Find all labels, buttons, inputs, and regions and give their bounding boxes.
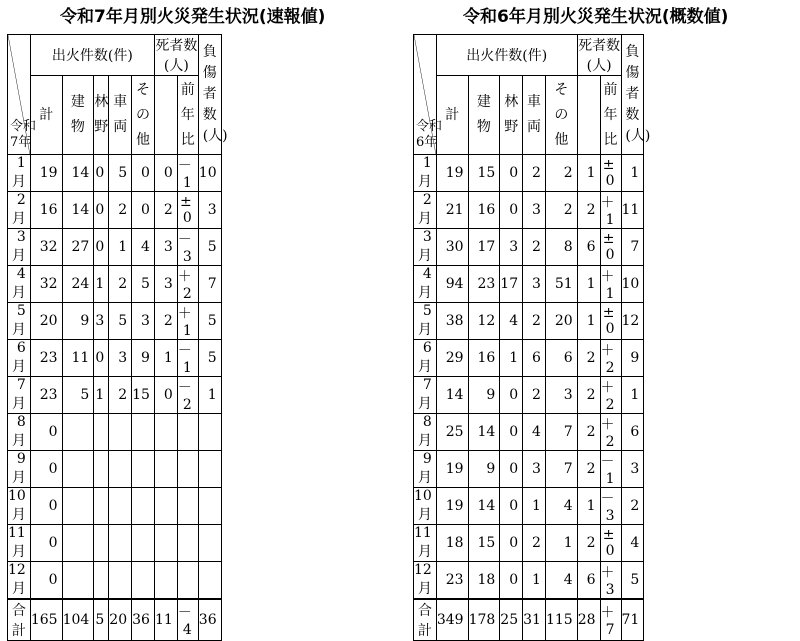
vehicle-cell: 2 [523,525,546,562]
forest-cell: 25 [500,599,523,641]
month-cell: 1月 [8,155,31,192]
injured-cell: 1 [621,155,644,192]
total-cell: 18 [436,525,468,562]
vehicle-cell: 3 [523,266,546,303]
other-cell: 15 [132,377,155,414]
table-row [414,377,644,414]
table-row [8,414,222,451]
other-cell: 6 [545,340,577,377]
corner-cell [414,35,443,155]
forest-cell: 0 [500,192,523,229]
table-body [414,155,644,641]
injured-cell: 1 [198,377,221,414]
total-cell: 19 [30,155,62,192]
deaths-cell: 1 [577,488,600,525]
table-row [414,303,644,340]
prev-year-diff-cell: ＋ 1 [177,303,198,340]
other-cell: 2 [545,155,577,192]
injured-cell: 7 [198,266,221,303]
forest-cell: 0 [500,488,523,525]
forest-cell: 0 [500,562,523,600]
injured-header: 負傷者数(人) [198,35,221,155]
table-row [8,451,222,488]
other-cell: 1 [545,525,577,562]
deaths-cell: 28 [577,599,600,641]
month-cell: 10月 [414,488,437,525]
forest-cell [94,488,109,525]
forest-cell: 0 [94,192,109,229]
total-cell: 0 [30,525,62,562]
vehicle-cell: 3 [109,340,132,377]
prev-year-diff-cell: － 1 [600,451,621,488]
deaths-cell: 6 [577,229,600,266]
table-row [8,303,222,340]
injured-cell: 11 [621,192,644,229]
vehicle-cell: 1 [523,562,546,600]
deaths-cell: 3 [154,266,177,303]
month-cell: 7月 [8,377,31,414]
forest-cell: 17 [500,266,523,303]
vehicle-cell: 4 [523,414,546,451]
forest-cell [94,414,109,451]
vehicle-cell: 5 [109,303,132,340]
prev-year-diff-cell: ＋ 3 [600,562,621,600]
other-cell: 4 [545,488,577,525]
panel-title: 令和6年月別火災発生状況(概数値) [463,7,729,27]
vehicle-cell: 2 [109,377,132,414]
month-cell: 3月 [8,229,31,266]
other-cell: 4 [132,229,155,266]
injured-cell: 5 [198,340,221,377]
prev-year-diff-cell: ＋ 2 [177,266,198,303]
vehicle-cell: 3 [523,192,546,229]
deaths-group-header: 死者数(人) [154,35,198,76]
prev-year-diff-cell: ＋ 1 [600,192,621,229]
deaths-cell: 2 [154,192,177,229]
month-cell: 4月 [414,266,437,303]
vehicle-cell: 2 [523,229,546,266]
injured-cell: 2 [621,488,644,525]
month-cell: 8月 [8,414,31,451]
table-row [414,266,644,303]
forest-cell: 1 [500,340,523,377]
other-cell: 36 [132,599,155,641]
deaths-group-header: 死者数(人) [577,35,621,76]
month-cell: 合計 [8,599,31,641]
building-cell: 104 [62,599,94,641]
injured-cell: 1 [621,377,644,414]
table-row [8,340,222,377]
building-header: 建物 [62,76,94,155]
other-cell [132,525,155,562]
prev-year-diff-cell: ± 0 [600,525,621,562]
deaths-cell: 11 [154,599,177,641]
table-row [8,229,222,266]
prev-year-diff-cell [177,525,198,562]
building-cell: 12 [468,303,500,340]
vehicle-cell: 1 [523,488,546,525]
vehicle-cell: 20 [109,599,132,641]
injured-cell: 36 [198,599,221,641]
prev-year-diff-cell: － 4 [177,599,198,641]
building-cell: 15 [468,155,500,192]
month-cell: 2月 [8,192,31,229]
building-cell [62,562,94,600]
building-cell: 16 [468,340,500,377]
other-cell: 7 [545,414,577,451]
injured-cell [198,414,221,451]
month-cell: 合計 [414,599,437,641]
deaths-cell: 2 [577,192,600,229]
forest-cell: 0 [500,377,523,414]
prev-year-diff-cell [177,562,198,600]
forest-cell: 1 [94,266,109,303]
deaths-blank-header [577,76,600,155]
fire-table [7,34,228,641]
total-cell: 25 [436,414,468,451]
other-cell: 2 [545,192,577,229]
deaths-cell: 2 [577,340,600,377]
forest-cell: 4 [500,303,523,340]
month-cell: 9月 [414,451,437,488]
injured-cell: 71 [621,599,644,641]
total-cell: 0 [30,414,62,451]
forest-cell [94,525,109,562]
total-cell: 0 [30,562,62,600]
prev-year-diff-cell [177,488,198,525]
total-cell: 38 [436,303,468,340]
prev-year-diff-cell: ± 0 [600,303,621,340]
vehicle-header: 車両 [523,76,546,155]
deaths-cell [154,562,177,600]
other-cell: 8 [545,229,577,266]
month-cell: 6月 [414,340,437,377]
month-cell: 5月 [414,303,437,340]
month-cell: 9月 [8,451,31,488]
table-body [8,155,222,641]
forest-cell: 5 [94,599,109,641]
month-cell: 8月 [414,414,437,451]
forest-cell: 0 [94,229,109,266]
other-cell: 9 [132,340,155,377]
table-row [8,525,222,562]
deaths-cell: 2 [577,414,600,451]
building-cell [62,451,94,488]
building-cell: 9 [468,377,500,414]
forest-header: 林野 [94,76,109,155]
fires-group-header: 出火件数(件) [30,35,154,76]
vehicle-cell: 2 [523,303,546,340]
building-cell: 27 [62,229,94,266]
month-cell: 12月 [8,562,31,600]
total-cell: 349 [436,599,468,641]
deaths-cell: 1 [577,266,600,303]
prev-year-header: 前年比 [177,76,198,155]
deaths-cell: 1 [577,155,600,192]
building-cell: 9 [62,303,94,340]
table-row [8,488,222,525]
deaths-cell: 2 [577,377,600,414]
total-cell: 21 [436,192,468,229]
deaths-blank-header [154,76,177,155]
forest-header: 林野 [500,76,523,155]
prev-year-diff-cell [177,451,198,488]
injured-header: 負傷者数(人) [621,35,644,155]
injured-cell: 6 [621,414,644,451]
corner-cell [8,35,37,155]
building-cell [62,525,94,562]
month-cell: 10月 [8,488,31,525]
vehicle-cell [109,451,132,488]
table-row [414,340,644,377]
table-row [8,266,222,303]
table-row [414,192,644,229]
other-cell: 3 [545,377,577,414]
forest-cell: 3 [94,303,109,340]
table-row [8,562,222,600]
prev-year-diff-cell: － 1 [177,155,198,192]
deaths-cell: 6 [577,562,600,600]
month-cell: 2月 [414,192,437,229]
total-row [414,599,644,641]
corner-label: 令和7年 [10,119,37,150]
deaths-cell: 3 [154,229,177,266]
panel-title: 令和7年月別火災発生状況(速報値) [60,7,326,27]
prev-year-diff-cell: ± 0 [177,192,198,229]
injured-cell: 3 [621,451,644,488]
other-cell: 5 [132,266,155,303]
building-cell: 14 [468,488,500,525]
total-cell: 14 [436,377,468,414]
prev-year-diff-cell: ＋ 2 [600,377,621,414]
building-cell [62,414,94,451]
injured-cell: 10 [198,155,221,192]
total-cell: 23 [436,562,468,600]
prev-year-diff-cell: － 1 [177,340,198,377]
injured-cell [198,451,221,488]
prev-year-diff-cell: ＋ 1 [600,266,621,303]
forest-cell [94,451,109,488]
injured-cell [198,488,221,525]
month-cell: 11月 [8,525,31,562]
deaths-cell [154,414,177,451]
other-cell [132,488,155,525]
total-cell: 19 [436,451,468,488]
vehicle-cell: 5 [109,155,132,192]
vehicle-cell: 2 [523,377,546,414]
deaths-cell: 2 [154,303,177,340]
deaths-cell [154,488,177,525]
other-cell [132,562,155,600]
deaths-cell: 1 [154,340,177,377]
vehicle-cell: 1 [109,229,132,266]
vehicle-cell: 2 [523,155,546,192]
forest-cell: 0 [94,340,109,377]
forest-cell: 0 [500,451,523,488]
prev-year-diff-cell: ＋ 7 [600,599,621,641]
table-row [414,155,644,192]
forest-cell: 0 [94,155,109,192]
deaths-cell: 0 [154,377,177,414]
building-cell: 5 [62,377,94,414]
prev-year-diff-cell: － 3 [600,488,621,525]
other-cell: 3 [132,303,155,340]
vehicle-header: 車両 [109,76,132,155]
forest-cell [94,562,109,600]
forest-cell: 0 [500,525,523,562]
injured-cell: 5 [621,562,644,600]
vehicle-cell: 2 [109,266,132,303]
prev-year-diff-cell: ＋ 2 [600,414,621,451]
fires-group-header: 出火件数(件) [436,35,577,76]
injured-cell [198,562,221,600]
month-cell: 6月 [8,340,31,377]
other-header: その他 [545,76,577,155]
building-cell: 178 [468,599,500,641]
other-cell: 51 [545,266,577,303]
vehicle-cell: 31 [523,599,546,641]
total-row [8,599,222,641]
prev-year-diff-cell: － 3 [177,229,198,266]
fire-table [413,34,651,641]
injured-cell: 9 [621,340,644,377]
total-header: 計 [436,76,468,155]
table-row [414,488,644,525]
prev-year-diff-cell: － 2 [177,377,198,414]
building-cell: 15 [468,525,500,562]
forest-cell: 0 [500,414,523,451]
month-cell: 7月 [414,377,437,414]
building-header: 建物 [468,76,500,155]
total-header: 計 [30,76,62,155]
month-cell: 5月 [8,303,31,340]
table-row [414,229,644,266]
injured-cell: 5 [198,229,221,266]
month-cell: 11月 [414,525,437,562]
forest-cell: 3 [500,229,523,266]
other-cell: 4 [545,562,577,600]
other-cell [132,451,155,488]
total-cell: 19 [436,155,468,192]
building-cell: 14 [62,192,94,229]
vehicle-cell [109,414,132,451]
prev-year-diff-cell: ± 0 [600,155,621,192]
total-cell: 16 [30,192,62,229]
vehicle-cell [109,488,132,525]
building-cell: 9 [468,451,500,488]
table-row [8,377,222,414]
total-cell: 0 [30,488,62,525]
injured-cell: 4 [621,525,644,562]
table-row [8,155,222,192]
table-row [8,192,222,229]
injured-cell: 12 [621,303,644,340]
vehicle-cell [109,562,132,600]
building-cell: 16 [468,192,500,229]
vehicle-cell: 2 [109,192,132,229]
vehicle-cell: 6 [523,340,546,377]
injured-cell: 7 [621,229,644,266]
prev-year-diff-cell: ± 0 [600,229,621,266]
deaths-cell [154,525,177,562]
building-cell: 24 [62,266,94,303]
total-cell: 0 [30,451,62,488]
total-cell: 32 [30,266,62,303]
other-cell [132,414,155,451]
corner-label: 令和6年 [416,119,443,150]
other-cell: 7 [545,451,577,488]
month-cell: 3月 [414,229,437,266]
other-cell: 115 [545,599,577,641]
building-cell: 14 [468,414,500,451]
building-cell: 23 [468,266,500,303]
deaths-cell: 0 [154,155,177,192]
total-cell: 23 [30,340,62,377]
injured-cell [198,525,221,562]
prev-year-diff-cell: ＋ 2 [600,340,621,377]
total-cell: 32 [30,229,62,266]
other-header: その他 [132,76,155,155]
injured-cell: 10 [621,266,644,303]
deaths-cell: 1 [577,303,600,340]
building-cell: 11 [62,340,94,377]
total-cell: 30 [436,229,468,266]
building-cell: 18 [468,562,500,600]
total-cell: 165 [30,599,62,641]
building-cell: 17 [468,229,500,266]
injured-cell: 5 [198,303,221,340]
deaths-cell [154,451,177,488]
total-cell: 23 [30,377,62,414]
building-cell: 14 [62,155,94,192]
deaths-cell: 2 [577,525,600,562]
other-cell: 0 [132,192,155,229]
other-cell: 0 [132,155,155,192]
total-cell: 94 [436,266,468,303]
forest-cell: 1 [94,377,109,414]
prev-year-header: 前年比 [600,76,621,155]
total-cell: 19 [436,488,468,525]
building-cell [62,488,94,525]
other-cell: 20 [545,303,577,340]
prev-year-diff-cell [177,414,198,451]
injured-cell: 3 [198,192,221,229]
month-cell: 12月 [414,562,437,600]
month-cell: 4月 [8,266,31,303]
total-cell: 20 [30,303,62,340]
table-row [414,562,644,600]
vehicle-cell [109,525,132,562]
table-row [414,451,644,488]
vehicle-cell: 3 [523,451,546,488]
deaths-cell: 2 [577,451,600,488]
table-row [414,414,644,451]
month-cell: 1月 [414,155,437,192]
forest-cell: 0 [500,155,523,192]
table-row [414,525,644,562]
total-cell: 29 [436,340,468,377]
